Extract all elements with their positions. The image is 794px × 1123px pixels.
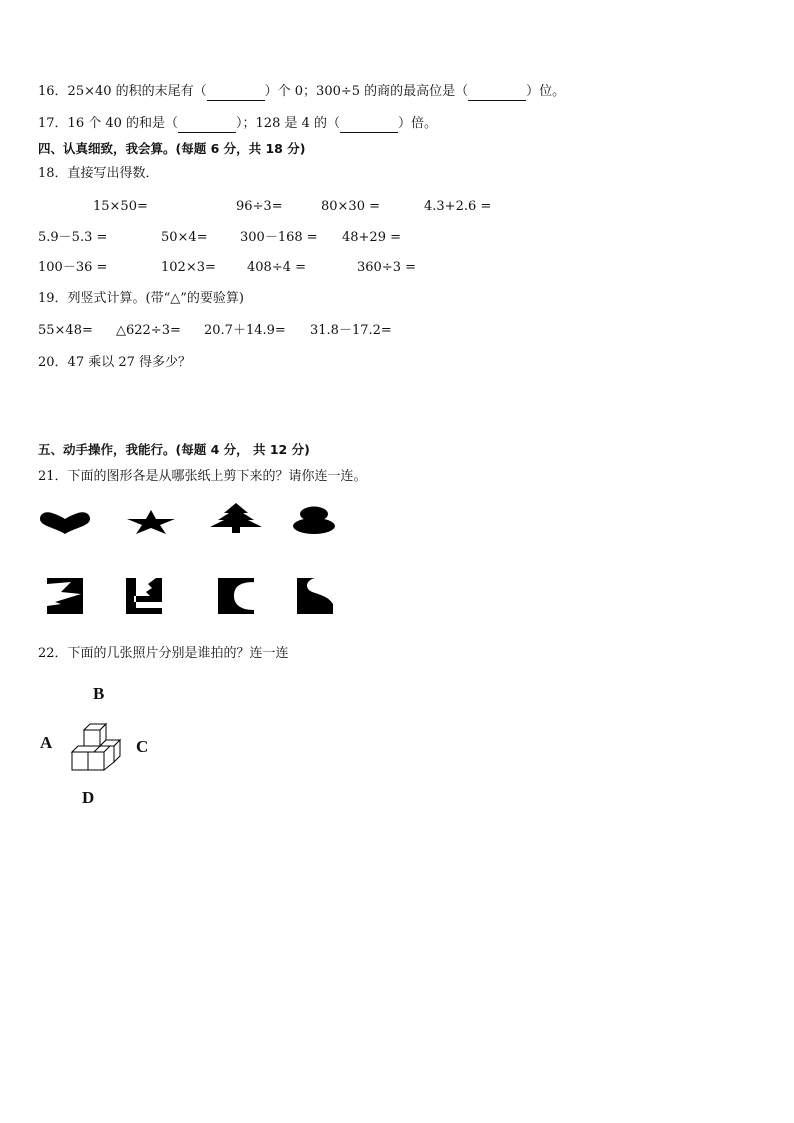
- calc-item: 408÷4 =: [247, 260, 307, 275]
- cube-stack-diagram: [70, 718, 122, 774]
- answer-blank-16-1[interactable]: [207, 84, 265, 101]
- tree-icon[interactable]: [208, 502, 264, 534]
- calc-item: 5.9－5.3 =: [38, 230, 108, 245]
- question-22-title: 22．下面的几张照片分别是谁拍的？连一连: [38, 646, 289, 661]
- question-21-title: 21．下面的图形各是从哪张纸上剪下来的？请你连一连。: [38, 469, 367, 484]
- cut-paper-1[interactable]: [47, 578, 84, 614]
- cut-paper-3[interactable]: [218, 578, 255, 614]
- viewer-label-b: B: [93, 684, 105, 703]
- vertical-calc-item: 20.7＋14.9=: [204, 323, 286, 338]
- cut-paper-4[interactable]: [297, 578, 334, 614]
- calc-item: 50×4=: [161, 230, 208, 245]
- question-16-text-b: ）个 0；300÷5 的商的最高位是（: [264, 84, 469, 99]
- question-17: [38, 116, 437, 133]
- answer-blank-16-2[interactable]: [468, 84, 526, 101]
- question-16-text-c: ）位。: [526, 84, 566, 99]
- star-icon[interactable]: [125, 509, 177, 535]
- viewer-label-c: C: [136, 737, 149, 756]
- heart-icon[interactable]: [38, 510, 92, 536]
- answer-blank-17-2[interactable]: [340, 116, 398, 133]
- question-17-text-c: ）倍。: [398, 116, 438, 131]
- section-4-heading: 四、认真细致，我会算。(每题 6 分，共 18 分): [38, 141, 306, 156]
- question-18-title: 18．直接写出得数．: [38, 166, 159, 181]
- vertical-calc-item: 31.8－17.2=: [310, 323, 392, 338]
- viewer-label-d: D: [82, 788, 95, 807]
- calc-item: 360÷3 =: [357, 260, 417, 275]
- question-17-text-b: ）；128 是 4 的（: [236, 116, 341, 131]
- vertical-calc-item: △622÷3=: [116, 323, 181, 338]
- vertical-calc-item: 55×48=: [38, 323, 93, 338]
- calc-item: 4.3+2.6 =: [424, 199, 492, 214]
- question-16-text-a: 16．25×40 的积的末尾有（: [38, 84, 207, 99]
- question-19-title: 19．列竖式计算。(带“△”的要验算): [38, 291, 244, 306]
- question-16: [38, 84, 565, 101]
- calc-item: 96÷3=: [236, 199, 283, 214]
- calc-item: 100－36 =: [38, 260, 108, 275]
- calc-item: 102×3=: [161, 260, 216, 275]
- calc-item: 48+29 =: [342, 230, 402, 245]
- question-17-text-a: 17．16 个 40 的和是（: [38, 116, 179, 131]
- cut-paper-2[interactable]: [126, 578, 163, 614]
- answer-blank-17-1[interactable]: [178, 116, 236, 133]
- calc-item: 80×30 =: [321, 199, 381, 214]
- viewer-label-a: A: [40, 733, 53, 752]
- calc-item: 15×50=: [93, 199, 148, 214]
- question-20: 20．47 乘以 27 得多少？: [38, 355, 192, 370]
- section-5-heading: 五、动手操作，我能行。(每题 4 分， 共 12 分): [38, 442, 310, 457]
- snowman-icon[interactable]: [290, 505, 338, 535]
- calc-item: 300－168 =: [240, 230, 318, 245]
